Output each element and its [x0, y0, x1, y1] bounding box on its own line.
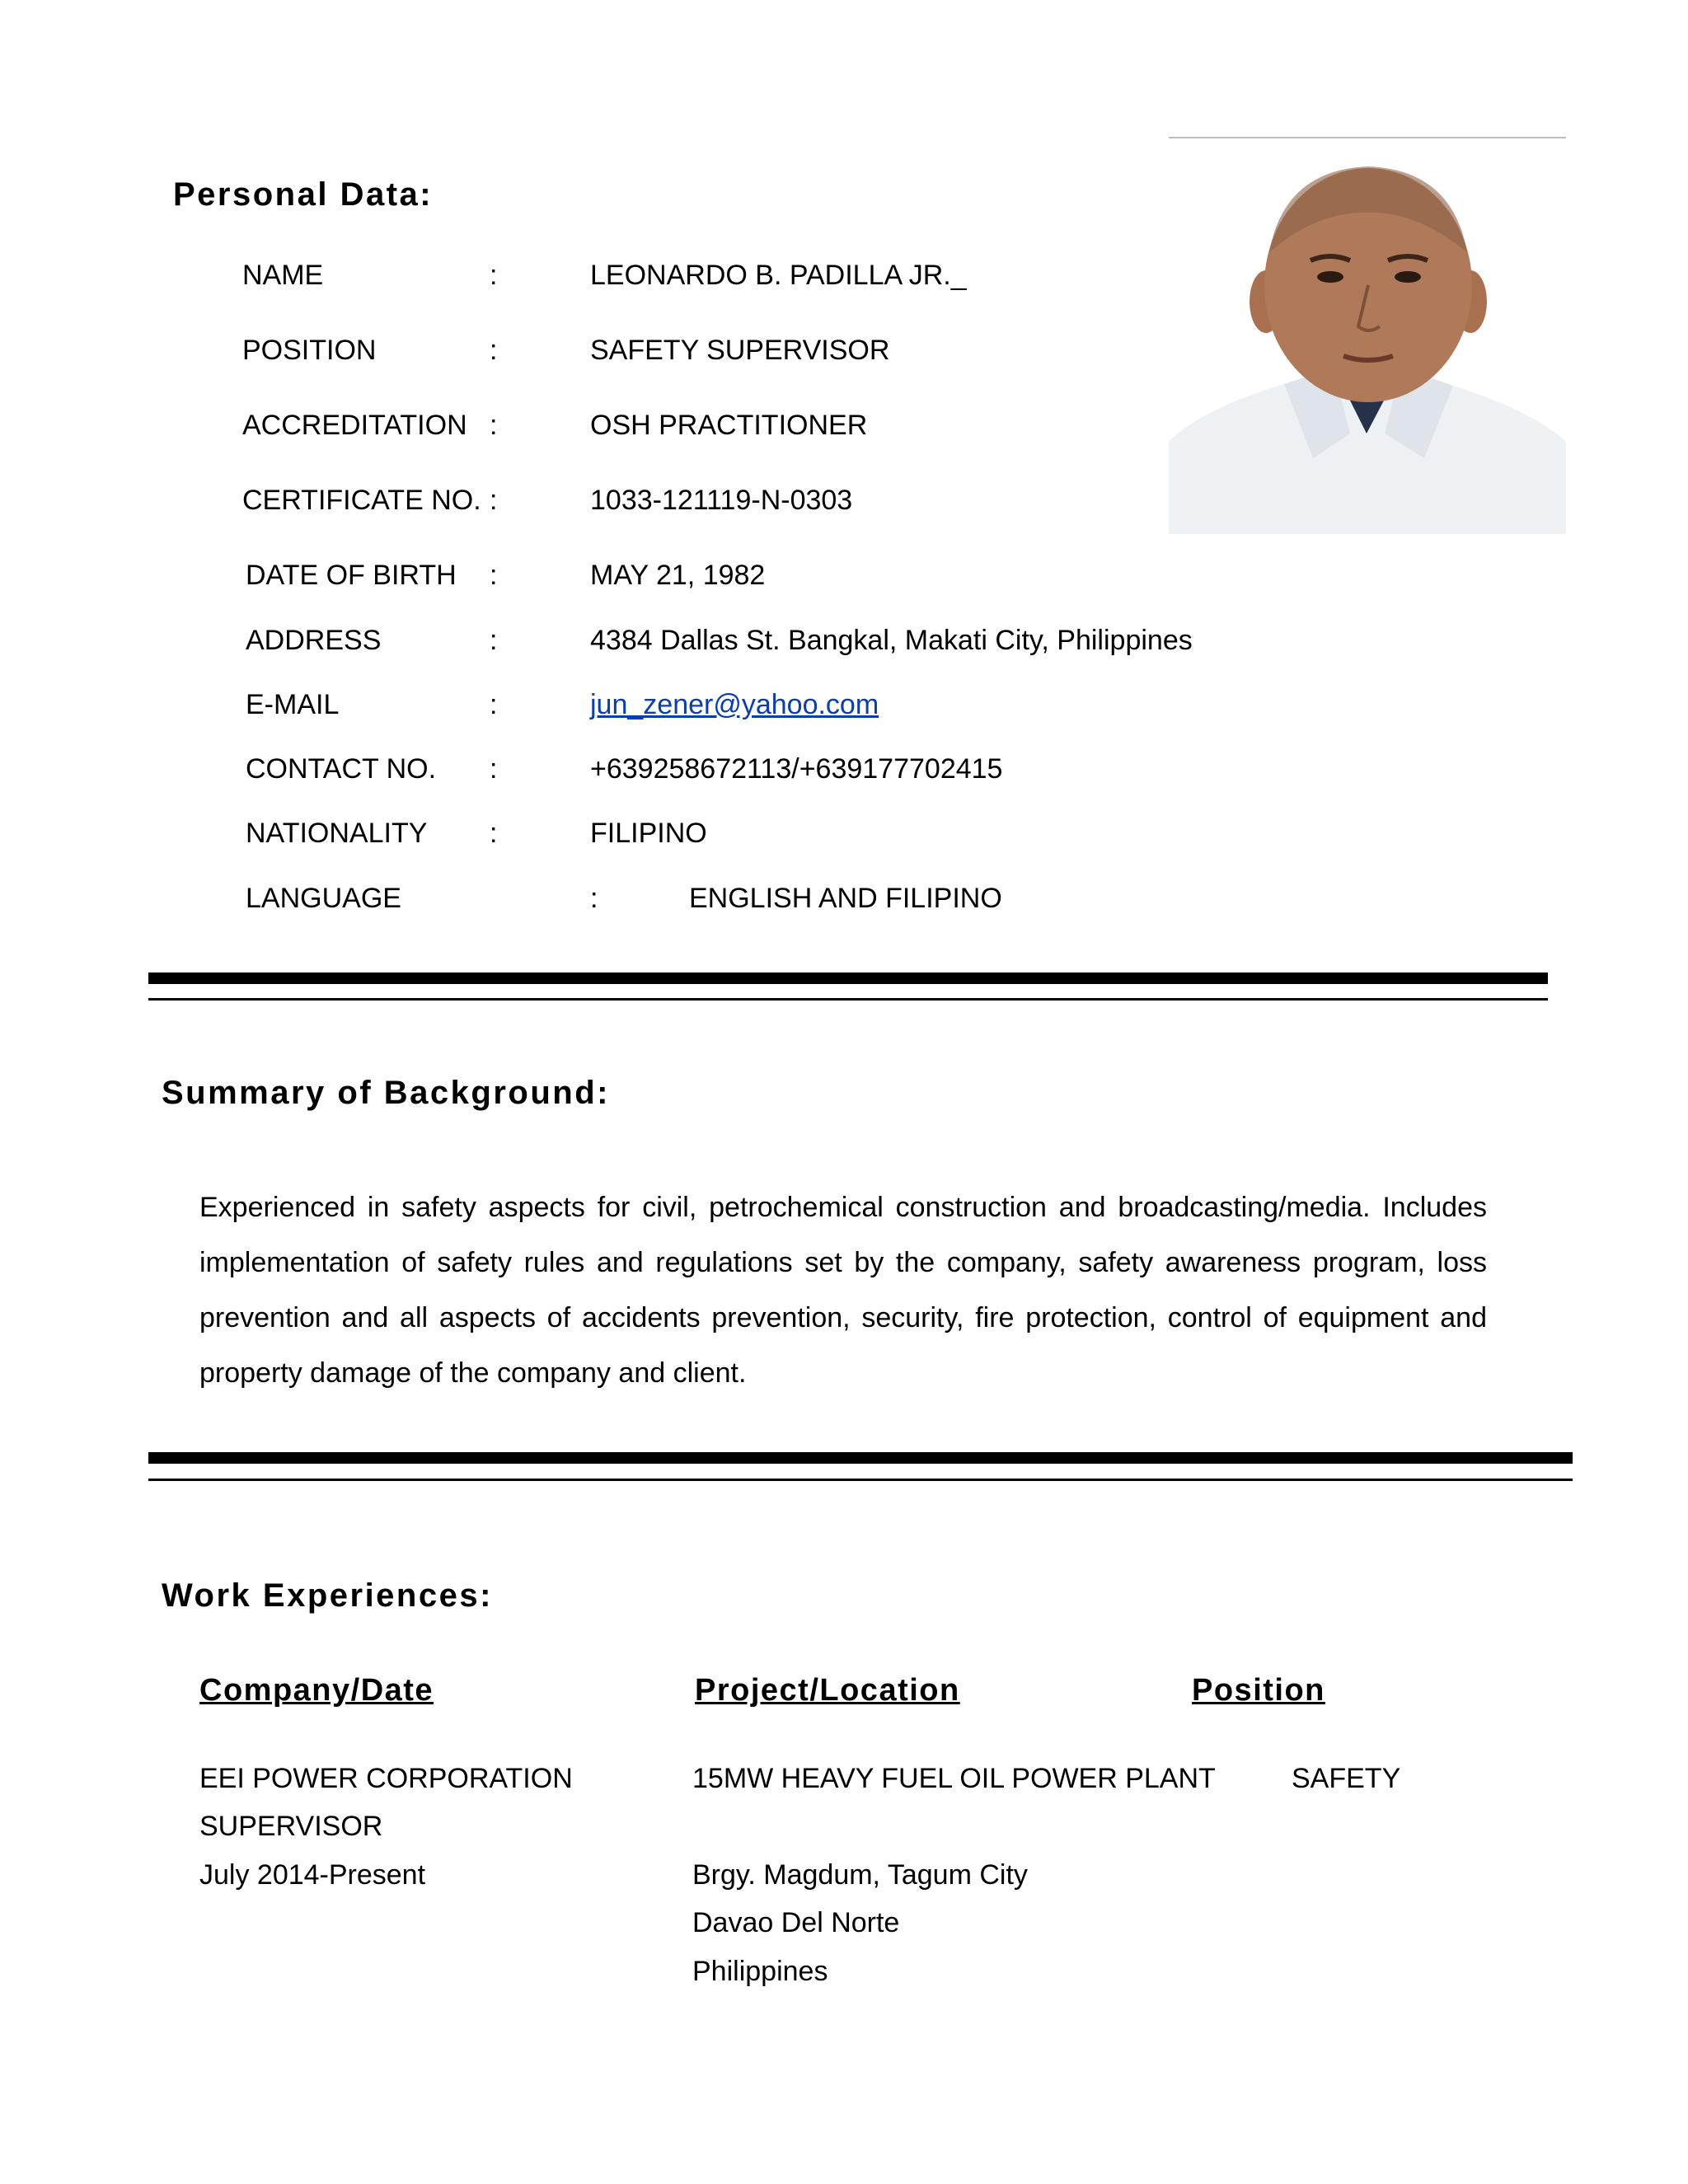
photo-divider: [1169, 137, 1566, 138]
nationality-value: FILIPINO: [590, 818, 707, 849]
accreditation-label: ACCREDITATION: [242, 410, 467, 441]
profile-photo: [1169, 162, 1566, 534]
name-value: LEONARDO B. PADILLA JR._: [590, 260, 967, 291]
summary-heading: Summary of Background:: [162, 1075, 610, 1111]
column-header-position: Position: [1192, 1673, 1325, 1708]
birthdate-separator: :: [490, 560, 498, 591]
column-header-project: Project/Location: [695, 1673, 960, 1708]
language-separator: :: [590, 883, 598, 914]
birthdate-label: DATE OF BIRTH: [246, 560, 457, 591]
accreditation-separator: :: [490, 410, 498, 441]
employment-date: July 2014-Present: [199, 1859, 426, 1891]
position-label: POSITION: [242, 335, 377, 366]
position-value: SAFETY SUPERVISOR: [590, 335, 890, 366]
position-title: SAFETY: [1292, 1763, 1401, 1794]
personal-data-heading: Personal Data:: [173, 176, 434, 213]
contact-value: +639258672113/+639177702415: [590, 753, 1003, 785]
location-line: Brgy. Magdum, Tagum City: [692, 1859, 1028, 1891]
section-divider-thick: [148, 1452, 1573, 1464]
work-heading: Work Experiences:: [162, 1577, 493, 1614]
section-divider-thin: [148, 998, 1548, 1001]
address-separator: :: [490, 625, 498, 656]
birthdate-value: MAY 21, 1982: [590, 560, 766, 591]
portrait-image: [1169, 162, 1566, 534]
position-separator: :: [490, 335, 498, 366]
nationality-separator: :: [490, 818, 498, 849]
accreditation-value: OSH PRACTITIONER: [590, 410, 868, 441]
certificate-label: CERTIFICATE NO.: [242, 485, 481, 516]
name-separator: :: [490, 260, 498, 291]
column-header-company: Company/Date: [199, 1673, 434, 1708]
certificate-separator: :: [490, 485, 498, 516]
location-line: Davao Del Norte: [692, 1907, 900, 1938]
project-name: 15MW HEAVY FUEL OIL POWER PLANT: [692, 1763, 1216, 1794]
email-separator: :: [490, 689, 498, 720]
company-name: EEI POWER CORPORATION: [199, 1763, 573, 1794]
position-title-continued: SUPERVISOR: [199, 1811, 383, 1842]
nationality-label: NATIONALITY: [246, 818, 428, 849]
language-label: LANGUAGE: [246, 883, 401, 914]
section-divider-thick: [148, 972, 1548, 984]
certificate-value: 1033-121119-N-0303: [590, 485, 853, 516]
email-link[interactable]: jun_zener@yahoo.com: [590, 689, 879, 720]
contact-separator: :: [490, 753, 498, 785]
address-label: ADDRESS: [246, 625, 382, 656]
contact-label: CONTACT NO.: [246, 753, 437, 785]
location-line: Philippines: [692, 1956, 828, 1987]
email-label: E-MAIL: [246, 689, 340, 720]
name-label: NAME: [242, 260, 324, 291]
address-value: 4384 Dallas St. Bangkal, Makati City, Philippines: [590, 625, 1193, 656]
section-divider-thin: [148, 1479, 1573, 1481]
language-value: ENGLISH AND FILIPINO: [689, 883, 1002, 914]
summary-paragraph: Experienced in safety aspects for civil, petrochemical construction and broadcasting/media. Includes implementation of safety rules and regulations set by the company, safety awareness program, loss prevention and all aspects of accidents prevention, security, fire protection, control of equipment and property damage of the company and client.: [199, 1192, 1487, 1389]
